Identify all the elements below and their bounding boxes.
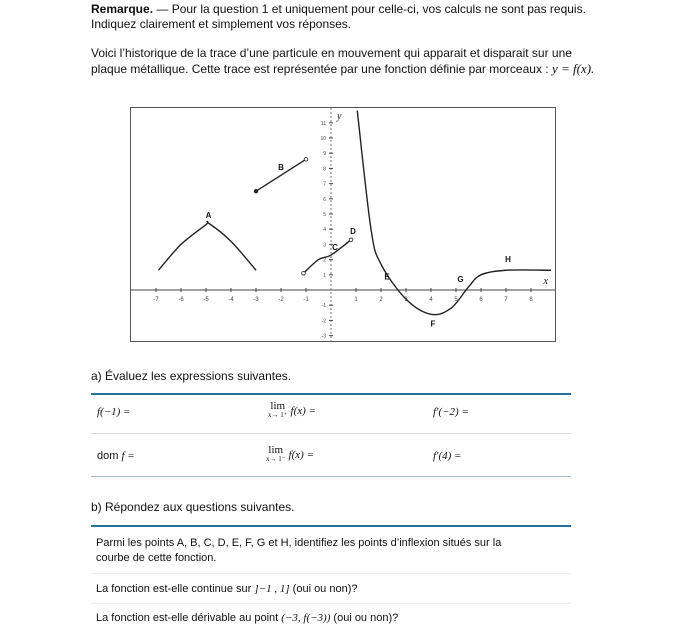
intro-paragraph (91, 46, 611, 77)
cell-lim-left: lim x→ 1⁻ f(x) = (266, 444, 314, 463)
x-tick-label: -6 (178, 297, 184, 303)
section-b-title: b) Répondez aux questions suivantes. (91, 500, 295, 514)
x-tick-label: 2 (379, 297, 383, 303)
section-a-rule (91, 393, 571, 395)
y-tick-label: -3 (321, 333, 326, 340)
y-tick-label: -2 (321, 318, 326, 325)
y-tick-label: 8 (323, 166, 326, 173)
y-tick-label: -1 (321, 303, 326, 310)
x-tick-label: -1 (303, 297, 309, 303)
point-label-B: B (278, 163, 284, 172)
point-label-G: G (457, 274, 464, 284)
cell-f-minus-1: f(−1) = (97, 406, 131, 418)
point-label-C: C (332, 243, 338, 253)
x-tick-label: 3 (404, 297, 408, 303)
q-divider-2 (91, 603, 571, 604)
intro-text: Voici l’historique de la trace d’une particule en mouvement qui apparait et disparait sur une plaque métallique. Cette trace est représentée par une fonction définie par morceaux : (91, 46, 572, 76)
remark-text: — Pour la question 1 et uniquement pour celle-ci, vos calculs ne sont pas requis. Indiquez clairement et simplement vos réponses. (91, 2, 586, 31)
point-label-H: H (505, 255, 511, 265)
y-tick-label: 11 (320, 120, 326, 127)
cell-domain: dom f = (97, 450, 135, 462)
question-inflexion: Parmi les points A, B, C, D, E, F, G et H, identifiez les points d’inflexion situés sur la courbe de cette fonction. (96, 537, 502, 564)
question-differentiability: La fonction est-elle dérivable au point (−3, f(−3)) (oui ou non)? (96, 612, 399, 624)
x-tick-label: 4 (429, 297, 433, 303)
x-tick-label: 8 (529, 297, 533, 303)
cell-fprime-minus-2: f′(−2) = (433, 406, 469, 418)
point-label-D: D (350, 226, 356, 236)
x-tick-label: -3 (253, 297, 259, 303)
y-tick-label: 6 (323, 196, 326, 203)
point-label-F: F (430, 319, 436, 329)
remark-label: Remarque. (91, 2, 154, 16)
x-tick-label: -4 (228, 297, 234, 303)
section-b-rule (91, 525, 571, 527)
cell-fprime-4: f′(4) = (433, 450, 462, 462)
x-tick-label: -2 (278, 297, 284, 303)
endpoint-dot (304, 157, 308, 161)
x-tick-label: 7 (504, 297, 508, 303)
q-divider-1 (91, 573, 571, 574)
question-continuity: La fonction est-elle continue sur ]−1 , 1] (oui ou non)? (96, 583, 358, 595)
function-expression: y = f(x). (551, 61, 595, 76)
endpoint-dot (302, 271, 306, 275)
remark-paragraph (91, 2, 611, 32)
section-a-title: a) Évaluez les expressions suivantes. (91, 369, 292, 383)
y-axis-label: y (337, 111, 342, 122)
x-tick-label: -5 (203, 297, 209, 303)
y-tick-label: 1 (323, 272, 326, 279)
endpoint-dot (349, 238, 353, 242)
y-tick-label: 10 (320, 136, 326, 142)
x-tick-label: 5 (454, 297, 458, 303)
y-tick-label: 4 (323, 227, 326, 234)
y-tick-label: 5 (323, 212, 326, 218)
x-tick-label: 6 (479, 297, 483, 303)
x-tick-label: -7 (153, 297, 159, 303)
x-tick-label: 1 (354, 297, 358, 303)
y-tick-label: 9 (323, 151, 326, 158)
x-axis-label: x (543, 276, 548, 287)
y-tick-label: 7 (323, 181, 326, 188)
y-tick-label: 2 (323, 257, 326, 264)
graph-frame (131, 108, 556, 342)
cell-lim-right: lim x→ 1⁺ f(x) = (268, 400, 316, 419)
y-tick-label: 3 (323, 242, 326, 249)
point-label-E: E (384, 272, 390, 282)
function-graph (130, 107, 556, 342)
point-label-A: A (205, 211, 212, 221)
endpoint-dot (254, 189, 258, 193)
table-bottom-rule (91, 476, 571, 477)
row-divider (91, 433, 571, 434)
